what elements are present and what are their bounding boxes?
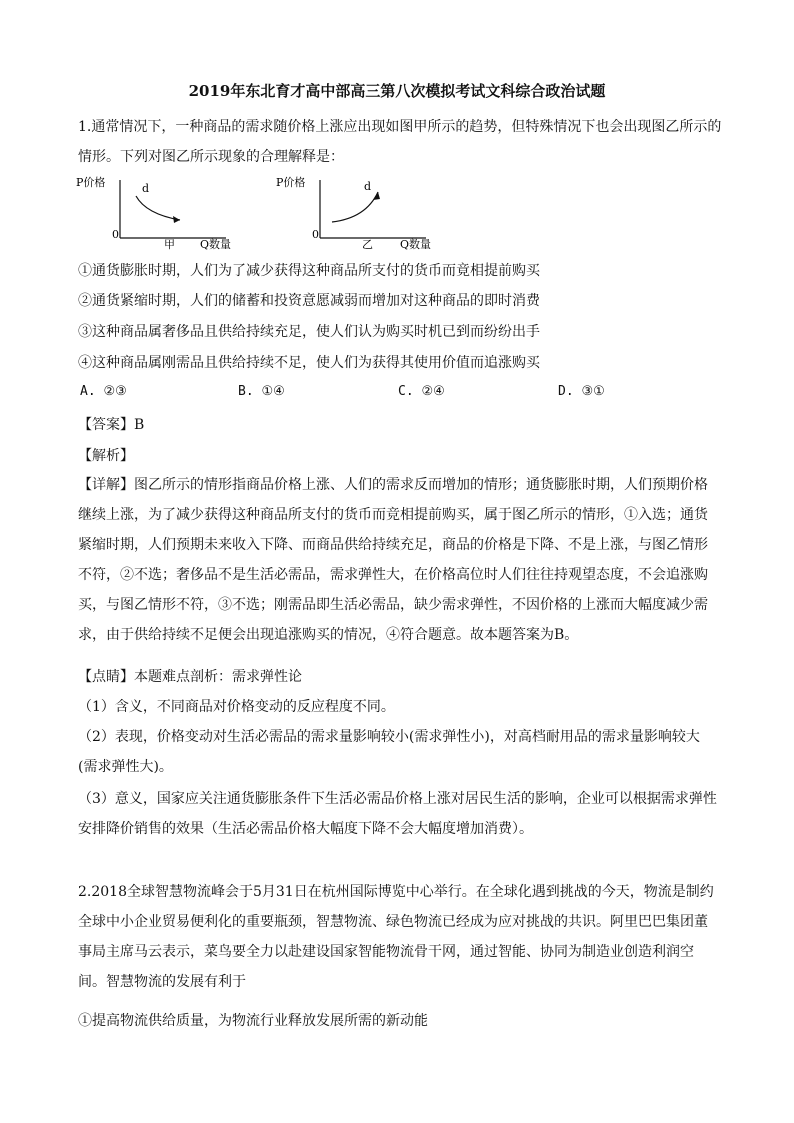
graph-yi-caption: 乙 xyxy=(362,238,373,251)
q1-item-3: ③这种商品属奢侈品且供给持续充足，使人们认为购买时机已到而纷纷出手 xyxy=(78,324,540,340)
q2-item-1: ①提高物流供给质量，为物流行业释放发展所需的新动能 xyxy=(78,1013,428,1029)
q1-option-a: A. ②③ xyxy=(80,384,127,399)
q1-comment: 【点睛】本题难点剖析：需求弹性论 xyxy=(78,669,302,685)
graph-jia-x-label: Q数量 xyxy=(200,238,232,251)
graph-jia-curve-label: d xyxy=(142,182,150,195)
q1-point-1: （1）含义，不同商品对价格变动的反应程度不同。 xyxy=(78,699,395,715)
q1-point-3: （3）意义，国家应关注通货膨胀条件下生活必需品价格上涨对居民生活的影响，企业可以根据需求弹性安排降价销售的效果（生活必需品价格大幅度下降不会大幅度增加消费）。 xyxy=(78,791,717,837)
q2-stem: 2.2018全球智慧物流峰会于5月31日在杭州国际博览中心举行。在全球化遇到挑战的今天，物流是制约全球中小企业贸易便利化的重要瓶颈，智慧物流、绿色物流已经成为应对挑战的共识。阿里巴巴集团董事局主席马云表示，菜鸟要全力以赴建设国家智能物流骨干网，通过智能、协同为制造业创造利润空间。智慧物流的发展有利于 xyxy=(78,884,714,990)
q1-option-b: B. ①④ xyxy=(238,384,285,399)
graph-jia-caption: 甲 xyxy=(164,238,175,251)
q1-item-4: ④这种商品属刚需品且供给持续不足，使人们为获得其使用价值而追涨购买 xyxy=(78,355,540,371)
demand-curve-yi xyxy=(332,192,378,222)
q1-point-2: （2）表现，价格变动对生活必需品的需求量影响较小(需求弹性小)，对高档耐用品的需求量影响较大(需求弹性大)。 xyxy=(78,729,700,775)
graph-yi xyxy=(276,172,456,252)
q1-stem-line2: 情形。下列对图乙所示现象的合理解释是： xyxy=(78,149,344,165)
q1-option-c: C. ②④ xyxy=(398,384,445,399)
graph-yi-origin: 0 xyxy=(312,228,319,241)
graph-jia-origin: 0 xyxy=(112,228,119,241)
q1-item-2: ②通货紧缩时期，人们的储蓄和投资意愿减弱而增加对这种商品的即时消费 xyxy=(78,293,540,309)
exam-title: 2019年东北育才高中部高三第八次模拟考试文科综合政治试题 xyxy=(188,82,606,100)
graph-jia-y-label: P价格 xyxy=(76,176,106,189)
q1-answer: 【答案】B xyxy=(78,417,145,433)
q1-item-1: ①通货膨胀时期，人们为了减少获得这种商品所支付的货币而竟相提前购买 xyxy=(78,263,540,279)
q1-detail: 【详解】图乙所示的情形指商品价格上涨、人们的需求反而增加的情形；通货膨胀时期，人们预期价格继续上涨，为了减少获得这种商品所支付的货币而竞相提前购买，属于图乙所示的情形，①入选；通货紧缩时期，人们预期未来收入下降、而商品供给持续充足，商品的价格是下降、不是上涨，与图乙情形不符，②不选；奢侈品不是生活必需品，需求弹性大，在价格高位时人们往往持观望态度，不会追涨购买，与图乙情形不符，③不选；刚需品即生活必需品，缺少需求弹性，不因价格的上涨而大幅度减少需求，由于供给持续不足便会出现追涨购买的情况，④符合题意。故本题答案为B。 xyxy=(78,477,708,643)
graph-yi-curve-label: d xyxy=(364,180,372,193)
q1-stem-line1: 1.通常情况下，一种商品的需求随价格上涨应出现如图甲所示的趋势，但特殊情况下也会出现图乙所示的 xyxy=(78,119,722,135)
graph-jia xyxy=(76,172,256,252)
graph-yi-y-label: P价格 xyxy=(276,176,306,189)
q1-option-d: D. ③① xyxy=(558,384,605,399)
q1-analysis-heading: 【解析】 xyxy=(78,448,134,464)
graph-yi-x-label: Q数量 xyxy=(400,238,432,251)
